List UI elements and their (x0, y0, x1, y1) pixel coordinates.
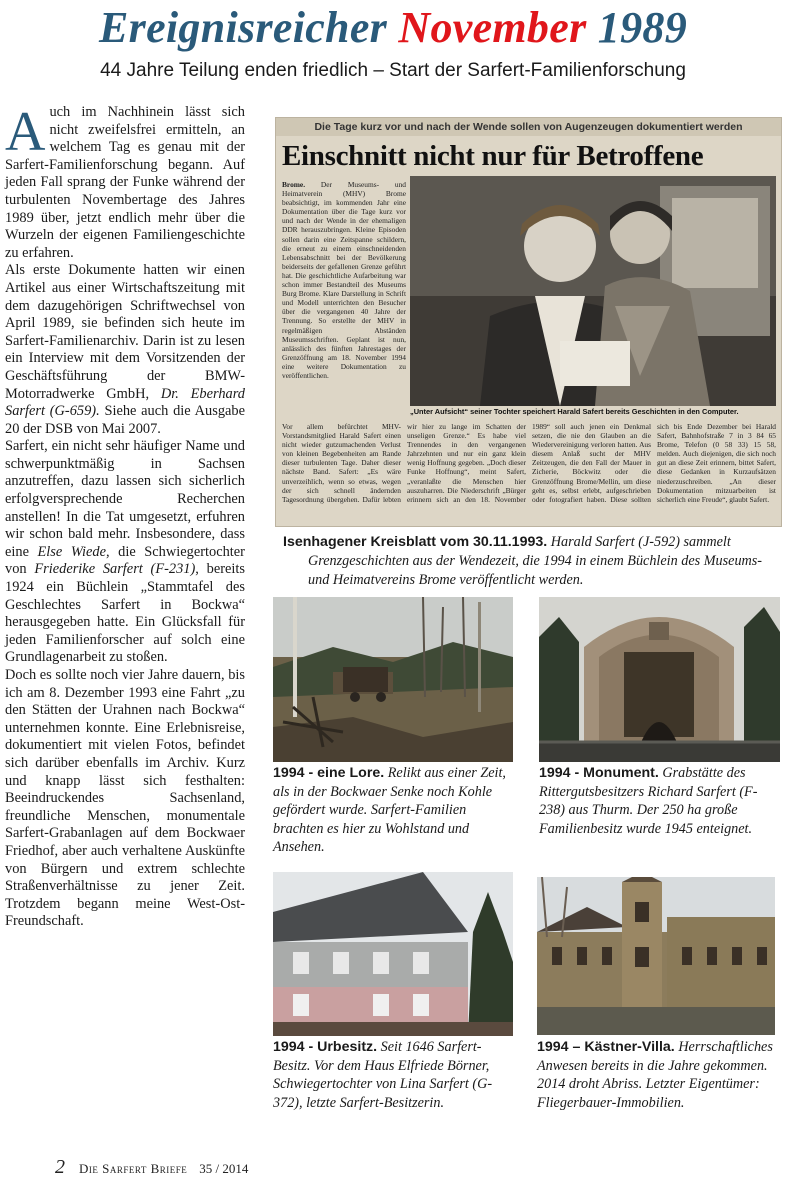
paragraph-3-text-a: Sarfert, ein nicht sehr häufiger Name und schwerpunktmäßig in Sachsen anzutreffen, dazu lassen sich sicherlich erfolgversprechende Recherchen anstellen! In die Tat umgesetzt, erfuhren wir schon bald mehr. Insbesondere, dass eine (5, 438, 245, 560)
page-number: 2 (55, 1156, 65, 1178)
newspaper-clipping (275, 117, 782, 527)
clipping-lead-body: Der Museums- und Heimatverein (MHV) Brome beabsichtigt, im kommenden Jahr eine Dokumentation über die Tage kurz vor und nach der Wende in der ehemaligen DDR herauszubringen. Kleine Episoden sollen darin eine Zeitspanne schildern, die erneut zu einem einschneidenden Lebensabschnitt bei der Bevölkerung beiderseits der gefallenen Grenze geführt hat. Die geschichtliche Aufarbeitung war schon immer Bestandteil des Museums Burg Brome. Klare Darstellung in Schrift und Modell unterrichten den Besucher über die vergangenen 40 Jahre der Trennung. So erstellte der MHV in regelmäßigen Abständen Museumsschriften. Geplant ist nun, anlässlich des fünften Jahrestages der Grenzöffnung am 18. November 1994 eine weitere Dokumentation zu veröffentlichen. (282, 180, 406, 380)
clipping-lead-text (282, 180, 406, 380)
person-name: Else Wiede (37, 543, 106, 560)
paragraph-1-text: uch im Nachhinein lässt sich nicht zweifelsfrei ermitteln, an welchem Tag es genau mit der Sarfert-Familienforschung begann. Auf jeden Fall sprang der Funke während der turbulenten Novembertage des Jahres 1989 über, jetzt endlich mehr über die Wurzeln der eigenen Familiengeschichte zu erfahren. (5, 104, 245, 261)
photo-caption-text: Seit 1646 Sarfert-Besitz. Vor dem Haus Elfriede Börner, Schwiegertochter von Lina Sarfert (G-372), letzte Sarfert-Besitzerin. (273, 1039, 493, 1111)
caption-text-b: Grenzgeschichten aus der Wendezeit, die 1994 in einem Büchlein des Museums- (308, 553, 763, 570)
photo-lore (273, 597, 513, 762)
paragraph-2-text-a: Als erste Dokumente hatten wir einen Artikel aus einer Wirtschaftszeitung mit dem dazugehörigen Schriftwechsel von April 1989, sie befinden sich heute im Sarfert-Familienarchiv. Darin ist zu lesen ein Interview mit dem Vorsitzenden der Geschäftsführung der BMW-Motorradwerke GmbH, (5, 262, 245, 402)
article-body (5, 101, 245, 931)
photo-villa-caption (537, 1038, 782, 1112)
photo-caption-lead: 1994 - Monument. (539, 765, 659, 781)
photo-caption-lead: 1994 - eine Lore. (273, 765, 385, 781)
title-part-highlight: November (398, 3, 587, 52)
photo-caption-text: Grabstätte des Rittergutsbesitzers Richard Sarfert (F- 238) aus Thurm. Der 250 ha große Familienbesitz wurde 1945 enteignet. (539, 765, 758, 837)
person-name: Friederike Sarfert (F-231) (34, 561, 196, 578)
monument-image (539, 597, 780, 762)
caption-text-c: und Heimatvereins Brome veröffentlicht werden. (308, 572, 584, 589)
page-subtitle: 44 Jahre Teilung enden friedlich – Start der Sarfert-Familienforschung (100, 60, 686, 81)
issue-number: 35 / 2014 (199, 1161, 249, 1176)
paragraph-2 (5, 262, 245, 438)
photo-caption-text: Herrschaftliches Anwesen bereits in die Jahre gekommen. 2014 droht Abriss. Letzter Eigentümer: Fliegerbauer-Immobilien. (537, 1039, 773, 1111)
photo-caption-text: Relikt aus einer Zeit, als in der Bockwaer Senke noch Kohle gefördert wurde. Sarfert-Familien brachten es hier zu Wohlstand und Ansehen. (273, 765, 506, 855)
title-part-a: Ereignisreicher (99, 3, 399, 52)
urbesitz-image (273, 872, 513, 1036)
photo-lore-caption (273, 764, 513, 857)
paragraph-4: Doch es sollte noch vier Jahre dauern, bis ich am 8. Dezember 1993 eine Fahrt „zu den Stätten der Urahnen nach Bockwa“ unternehmen konnte. Eine Erlebnisreise, dokumentiert mit vielen Fotos, befindet sich darüber ebenfalls im Archiv. Kurz und knapp lässt sich festhalten: Beeindruckendes Sachsenland, freundliche Menschen, monumentale Sarfert-Grabanlagen auf dem Bockwaer Friedhof, aber auch verhaltene Auskünfte von Bürgern und extrem schlechte Straßenverhältnisse zu jener Zeit. Trotzdem begann meine West-Ost-Freundschaft. (5, 667, 245, 930)
paragraph-1 (5, 101, 245, 262)
page-footer (55, 1156, 248, 1179)
clipping-headline: Einschnitt nicht nur für Betroffene (282, 140, 704, 172)
photo-monument (539, 597, 780, 762)
clipping-caption (283, 533, 783, 591)
photo-caption-lead: 1994 – Kästner-Villa. (537, 1039, 675, 1055)
publication-name: Die Sarfert Briefe (79, 1161, 188, 1176)
paragraph-2-text-b: Siehe auch die Ausgabe 20 der DSB von Mai 2007. (5, 403, 245, 437)
person-name: Dr. Eberhard Sarfert (G-659). (5, 385, 245, 420)
photo-caption-lead: 1994 - Urbesitz. (273, 1039, 378, 1055)
paragraph-3-text-c: , bereits 1924 ein Büchlein „Stammtafel des Geschlechtes Sarfert in Bockwa“ herausgegeben hatte. Ein Glücksfall für jeden Familienforscher auf solch eine Grundlagenarbeit zu stoßen. (5, 561, 245, 666)
photo-monument-caption (539, 764, 779, 838)
clipping-photo-caption: „Unter Aufsicht“ seiner Tochter speichert Harald Safert bereits Geschichten in den Computer. (410, 407, 739, 416)
villa-image (537, 877, 775, 1035)
clipping-dateline: Brome. (282, 180, 306, 189)
clipping-photo-image (410, 176, 776, 406)
clipping-columns: Vor allem befürchtet MHV-Vorstandsmitglied Harald Safert einen nicht wieder gutzumachenden Verlust von kleinen Begebenheiten am Rande dieser turbulenten Tage. Daher dieser nächste Band. Safert: „Es wäre unverzeihlich, wenn so etwas, wegen der sich schnell ändernden Tagesordnung übergehen. Dafür lebten wir hier zu lange im Schatten der unseligen Grenze.“ Es habe viel Trennendes in den vergangenen Jahrzehnten und nur ein ganz klein wenig Hoffnung gegeben. „Doch dieser Funke Hoffnung“, meint Safert, „veranlaßte die Menschen hier auszuharren. Die Niederschrift „Bürger erinnern sich an den 18. November 1989“ soll auch jenen ein Denkmal setzen, die nie den Glauben an die Wiedervereinigung verloren hatten. Aus diesem Anlaß sucht der MHV Zeitzeugen, die den Fall der Mauer in Zicherie, Böckwitz oder die Grenzöffnung Brome/Mellin, um diese geht es, selbst erlebt, aufgeschrieben oder fotografiert haben. Diese sollten sich bis Ende Dezember bei Harald Safert, Bahnhofstraße 7 in 3 84 65 Brome, Telefon (0 58 33) 15 58, melden. Auch diejenigen, die sich noch gut an diese Zeit erinnern, bittet Safert, diese Gedanken in Kurzaufsätzen niederzuschreiben. „An dieser Dokumentation mitzuarbeiten ist sicherlich eine Freude“, glaubt Safert. (282, 422, 776, 504)
photo-villa (537, 877, 775, 1035)
clipping-kicker: Die Tage kurz vor und nach der Wende sollen von Augenzeugen dokumentiert werden (276, 118, 781, 136)
clipping-photo (410, 176, 776, 406)
caption-text-a: Harald Sarfert (J-592) sammelt (547, 534, 731, 550)
paragraph-3-text-b: , die Schwiegertochter von (5, 543, 245, 578)
photo-urbesitz (273, 872, 513, 1036)
page-title (0, 2, 786, 54)
caption-lead: Isenhagener Kreisblatt vom 30.11.1993. (283, 534, 548, 550)
title-part-year: 1989 (586, 3, 687, 52)
photo-urbesitz-caption (273, 1038, 518, 1112)
paragraph-3 (5, 438, 245, 667)
drop-cap: A (5, 101, 46, 163)
lore-image (273, 597, 513, 762)
